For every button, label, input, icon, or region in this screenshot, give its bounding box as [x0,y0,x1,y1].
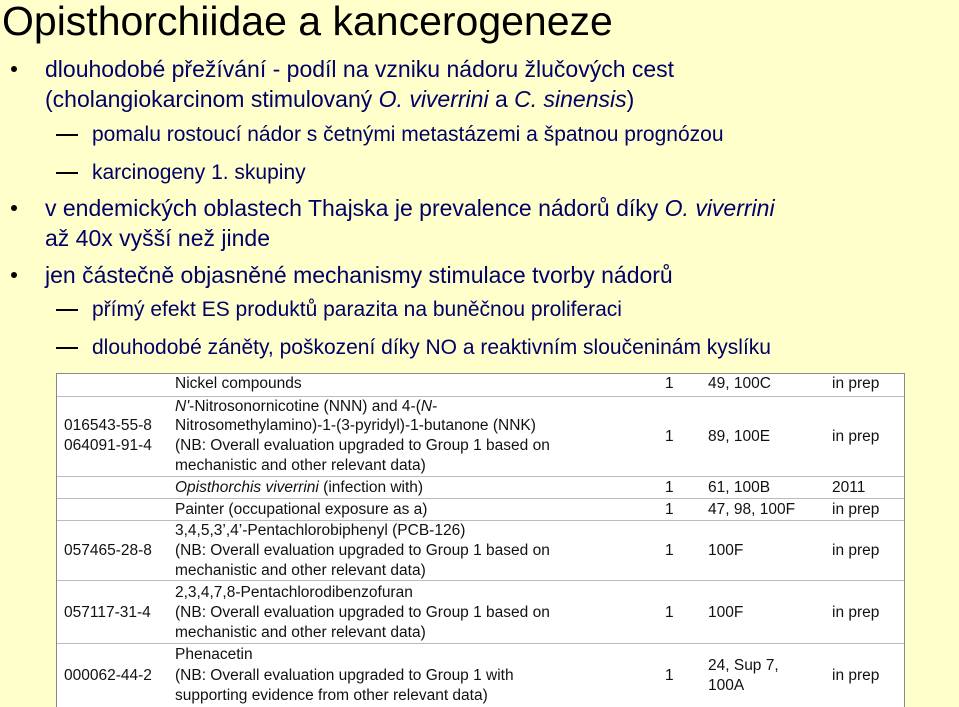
agent-cell: mechanistic and other relevant data) [175,457,426,474]
volume-cell: 100F [708,542,744,559]
bullet-dot [11,272,17,278]
table-row [57,580,904,644]
bullet-2-line-2: až 40x vyšší než jinde [45,225,271,251]
agent-cell: Nitrosomethylamino)-1-(3-pyridyl)-1-butanone (NNK) [175,417,536,434]
text-span: ) [626,86,635,112]
cas-cell: 057465-28-8 [64,542,152,559]
bullet-3-line-1: jen částečně objasněné mechanismy stimulace tvorby nádorů [45,262,673,288]
group-cell: 1 [665,667,674,684]
volume-cell: 100F [708,604,744,621]
species-name: C. sinensis [514,86,627,112]
sub-bullet-dash [56,134,78,136]
agent-cell: mechanistic and other relevant data) [175,562,426,579]
bullet-1-sub-1: pomalu rostoucí nádor s četnými metastázemi a špatnou prognózou [92,123,724,146]
status-cell: in prep [832,604,880,621]
group-cell: 1 [665,428,674,445]
status-cell: 2011 [832,479,866,496]
text-span: (cholangiokarcinom stimulovaný [45,86,379,112]
agent-cell: (NB: Overall evaluation upgraded to Group 1 based on [175,542,550,559]
table-row [57,374,904,396]
text-span: a [488,86,515,112]
group-cell: 1 [665,542,674,559]
agent-cell: Painter (occupational exposure as a) [175,501,428,518]
species-name: O. viverrini [378,86,489,112]
bullet-1-line-1: dlouhodobé přežívání - podíl na vzniku nádoru žlučových cest [45,56,675,82]
agent-cell: supporting evidence from other relevant data) [175,687,488,704]
text-span: N [420,398,433,415]
group-cell: 1 [665,604,674,621]
table-row [57,476,904,499]
cas-cell: 064091-91-4 [64,437,152,454]
cas-cell: 016543-55-8 [64,417,152,434]
group-cell: 1 [665,501,674,518]
table-row [57,396,904,477]
volume-cell: 24, Sup 7, [708,657,779,674]
table-row [57,643,904,707]
table-row [57,498,904,521]
status-cell: in prep [832,542,880,559]
bullet-dot [11,205,17,211]
text-span: -Nitrosonornicotine (NNN) and 4-( [189,398,421,415]
table-row [57,520,904,581]
bullet-3-sub-1: přímý efekt ES produktů parazita na buněčnou proliferaci [92,298,622,321]
agent-cell [175,397,437,417]
volume-cell: 100A [708,677,745,694]
bullet-dot [11,66,17,72]
species-name: Opisthorchis viverrini [175,479,319,496]
bullet-1-line-2 [45,84,634,114]
agent-cell: Nickel compounds [175,375,302,392]
sub-bullet-dash [56,172,78,174]
status-cell: in prep [832,501,880,518]
text-span: - [432,398,438,415]
volume-cell: 47, 98, 100F [708,501,796,518]
volume-cell: 49, 100C [708,375,771,392]
group-cell: 1 [665,375,674,392]
bullet-3-sub-2: dlouhodobé záněty, poškození díky NO a reaktivním sloučeninám kyslíku [92,336,771,359]
agent-cell: (NB: Overall evaluation upgraded to Group 1 based on [175,604,550,621]
agent-cell: Phenacetin [175,646,253,663]
agent-cell: 3,4,5,3’,4’-Pentachlorobiphenyl (PCB-126) [175,522,466,539]
text-span: (infection with) [318,479,424,496]
group-cell: 1 [665,479,674,496]
bullet-2-line-1 [45,193,775,223]
volume-cell: 61, 100B [708,479,771,496]
cas-cell: 000062-44-2 [64,667,152,684]
cas-cell: 057117-31-4 [64,604,151,621]
volume-cell: 89, 100E [708,428,771,445]
bullet-1-sub-2: karcinogeny 1. skupiny [92,161,306,184]
text-span: N' [175,398,190,415]
status-cell: in prep [832,375,880,392]
status-cell: in prep [832,667,880,684]
sub-bullet-dash [56,309,78,311]
agent-cell: (NB: Overall evaluation upgraded to Group 1 with [175,667,514,684]
slide-title: Opisthorchiidae a kancerogeneze [2,0,613,44]
iarc-table-excerpt [56,373,905,707]
sub-bullet-dash [56,347,78,349]
agent-cell: 2,3,4,7,8-Pentachlorodibenzofuran [175,584,413,601]
agent-cell [175,478,423,498]
status-cell: in prep [832,428,880,445]
agent-cell: mechanistic and other relevant data) [175,624,426,641]
species-name: O. viverrini [664,195,775,221]
text-span: v endemických oblastech Thajska je prevalence nádorů díky [45,195,665,221]
agent-cell: (NB: Overall evaluation upgraded to Group 1 based on [175,437,550,454]
